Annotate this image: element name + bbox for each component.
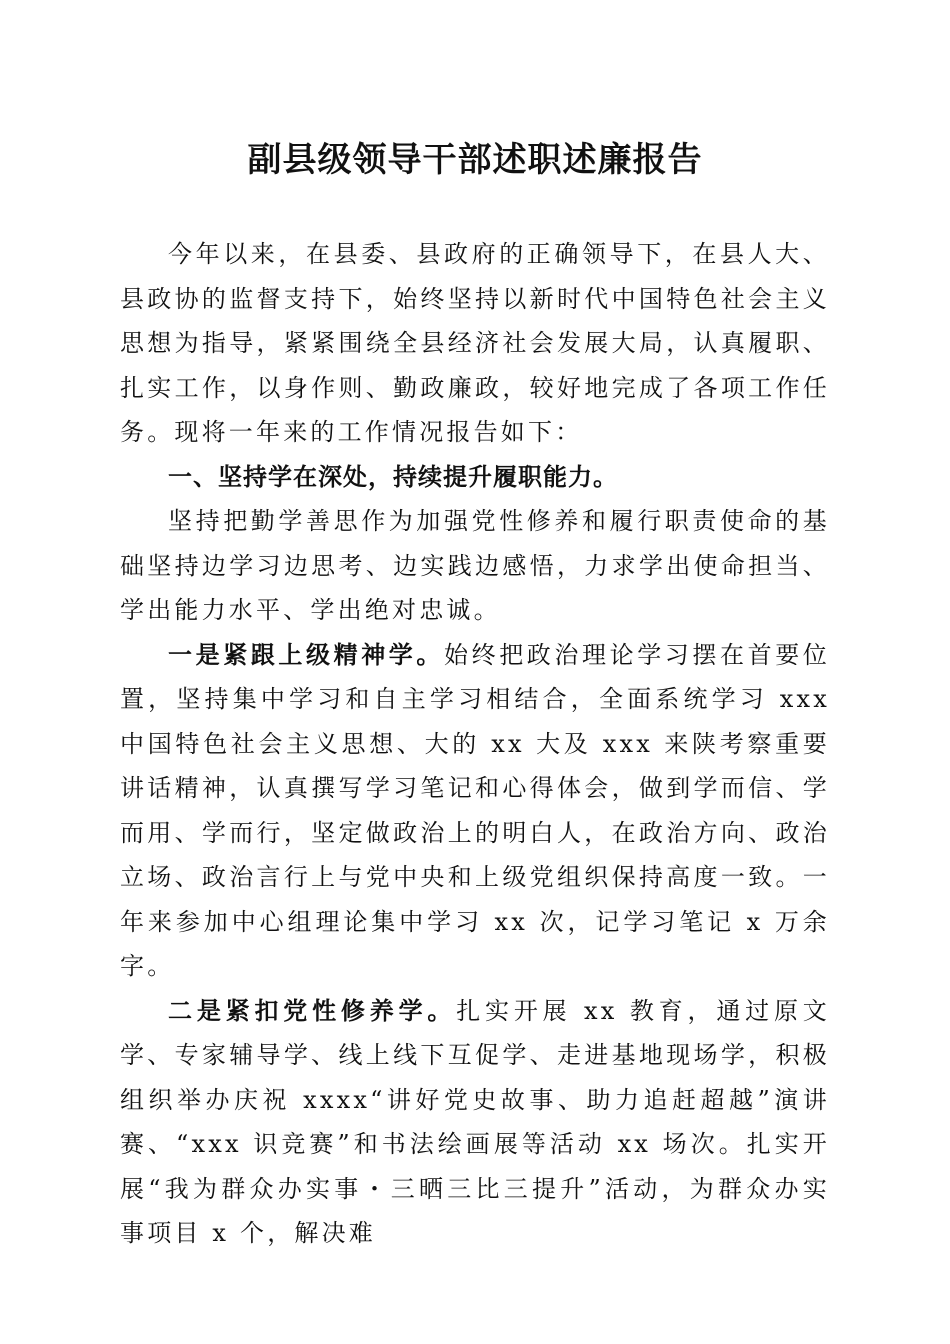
point-one-text: 始终把政治理论学习摆在首要位置，坚持集中学习和自主学习相结合，全面系统学习 xxx 中国特色社会主义思想、大的 xx 大及 xxx 来陕考察重要讲话精神，认真撰写学习笔记和心得体会，做到学而信、学而用、学而行，坚定做政治上的明白人，在政治方向、政治立场、政治言行上与党中央和上级党组织保持高度一致。一年来参加中心组理论集中学习 xx 次，记学习笔记 x 万余字。 — [120, 640, 830, 980]
section-summary-paragraph: 坚持把勤学善思作为加强党性修养和履行职责使命的基础坚持边学习边思考、边实践边感悟，力求学出使命担当、学出能力水平、学出绝对忠诚。 — [120, 507, 830, 624]
point-one-paragraph — [120, 633, 830, 989]
intro-paragraph: 今年以来，在县委、县政府的正确领导下，在县人大、县政协的监督支持下，始终坚持以新时代中国特色社会主义思想为指导，紧紧围绕全县经济社会发展大局，认真履职、扎实工作，以身作则、勤政廉政，较好地完成了各项工作任务。现将一年来的工作情况报告如下： — [120, 240, 830, 446]
document-body — [120, 232, 830, 1256]
point-two-lead: 二是紧扣党性修养学。 — [168, 995, 457, 1025]
section-heading: 一、坚持学在深处，持续提升履职能力。 — [168, 462, 618, 491]
page-title: 副县级领导干部述职述廉报告 — [247, 140, 703, 180]
point-one-lead: 一是紧跟上级精神学。 — [168, 639, 444, 669]
point-two-text: 扎实开展 xx 教育，通过原文学、专家辅导学、线上线下互促学、走进基地现场学，积极组织举办庆祝 xxxx“讲好党史故事、助力追赶超越”演讲赛、“xxx 识竞赛”和书法绘画展等活动 xx 场次。扎实开展“我为群众办实事・三晒三比三提升”活动，为群众办实事项目 x 个，解决难 — [120, 996, 831, 1247]
point-two-paragraph — [120, 989, 830, 1256]
